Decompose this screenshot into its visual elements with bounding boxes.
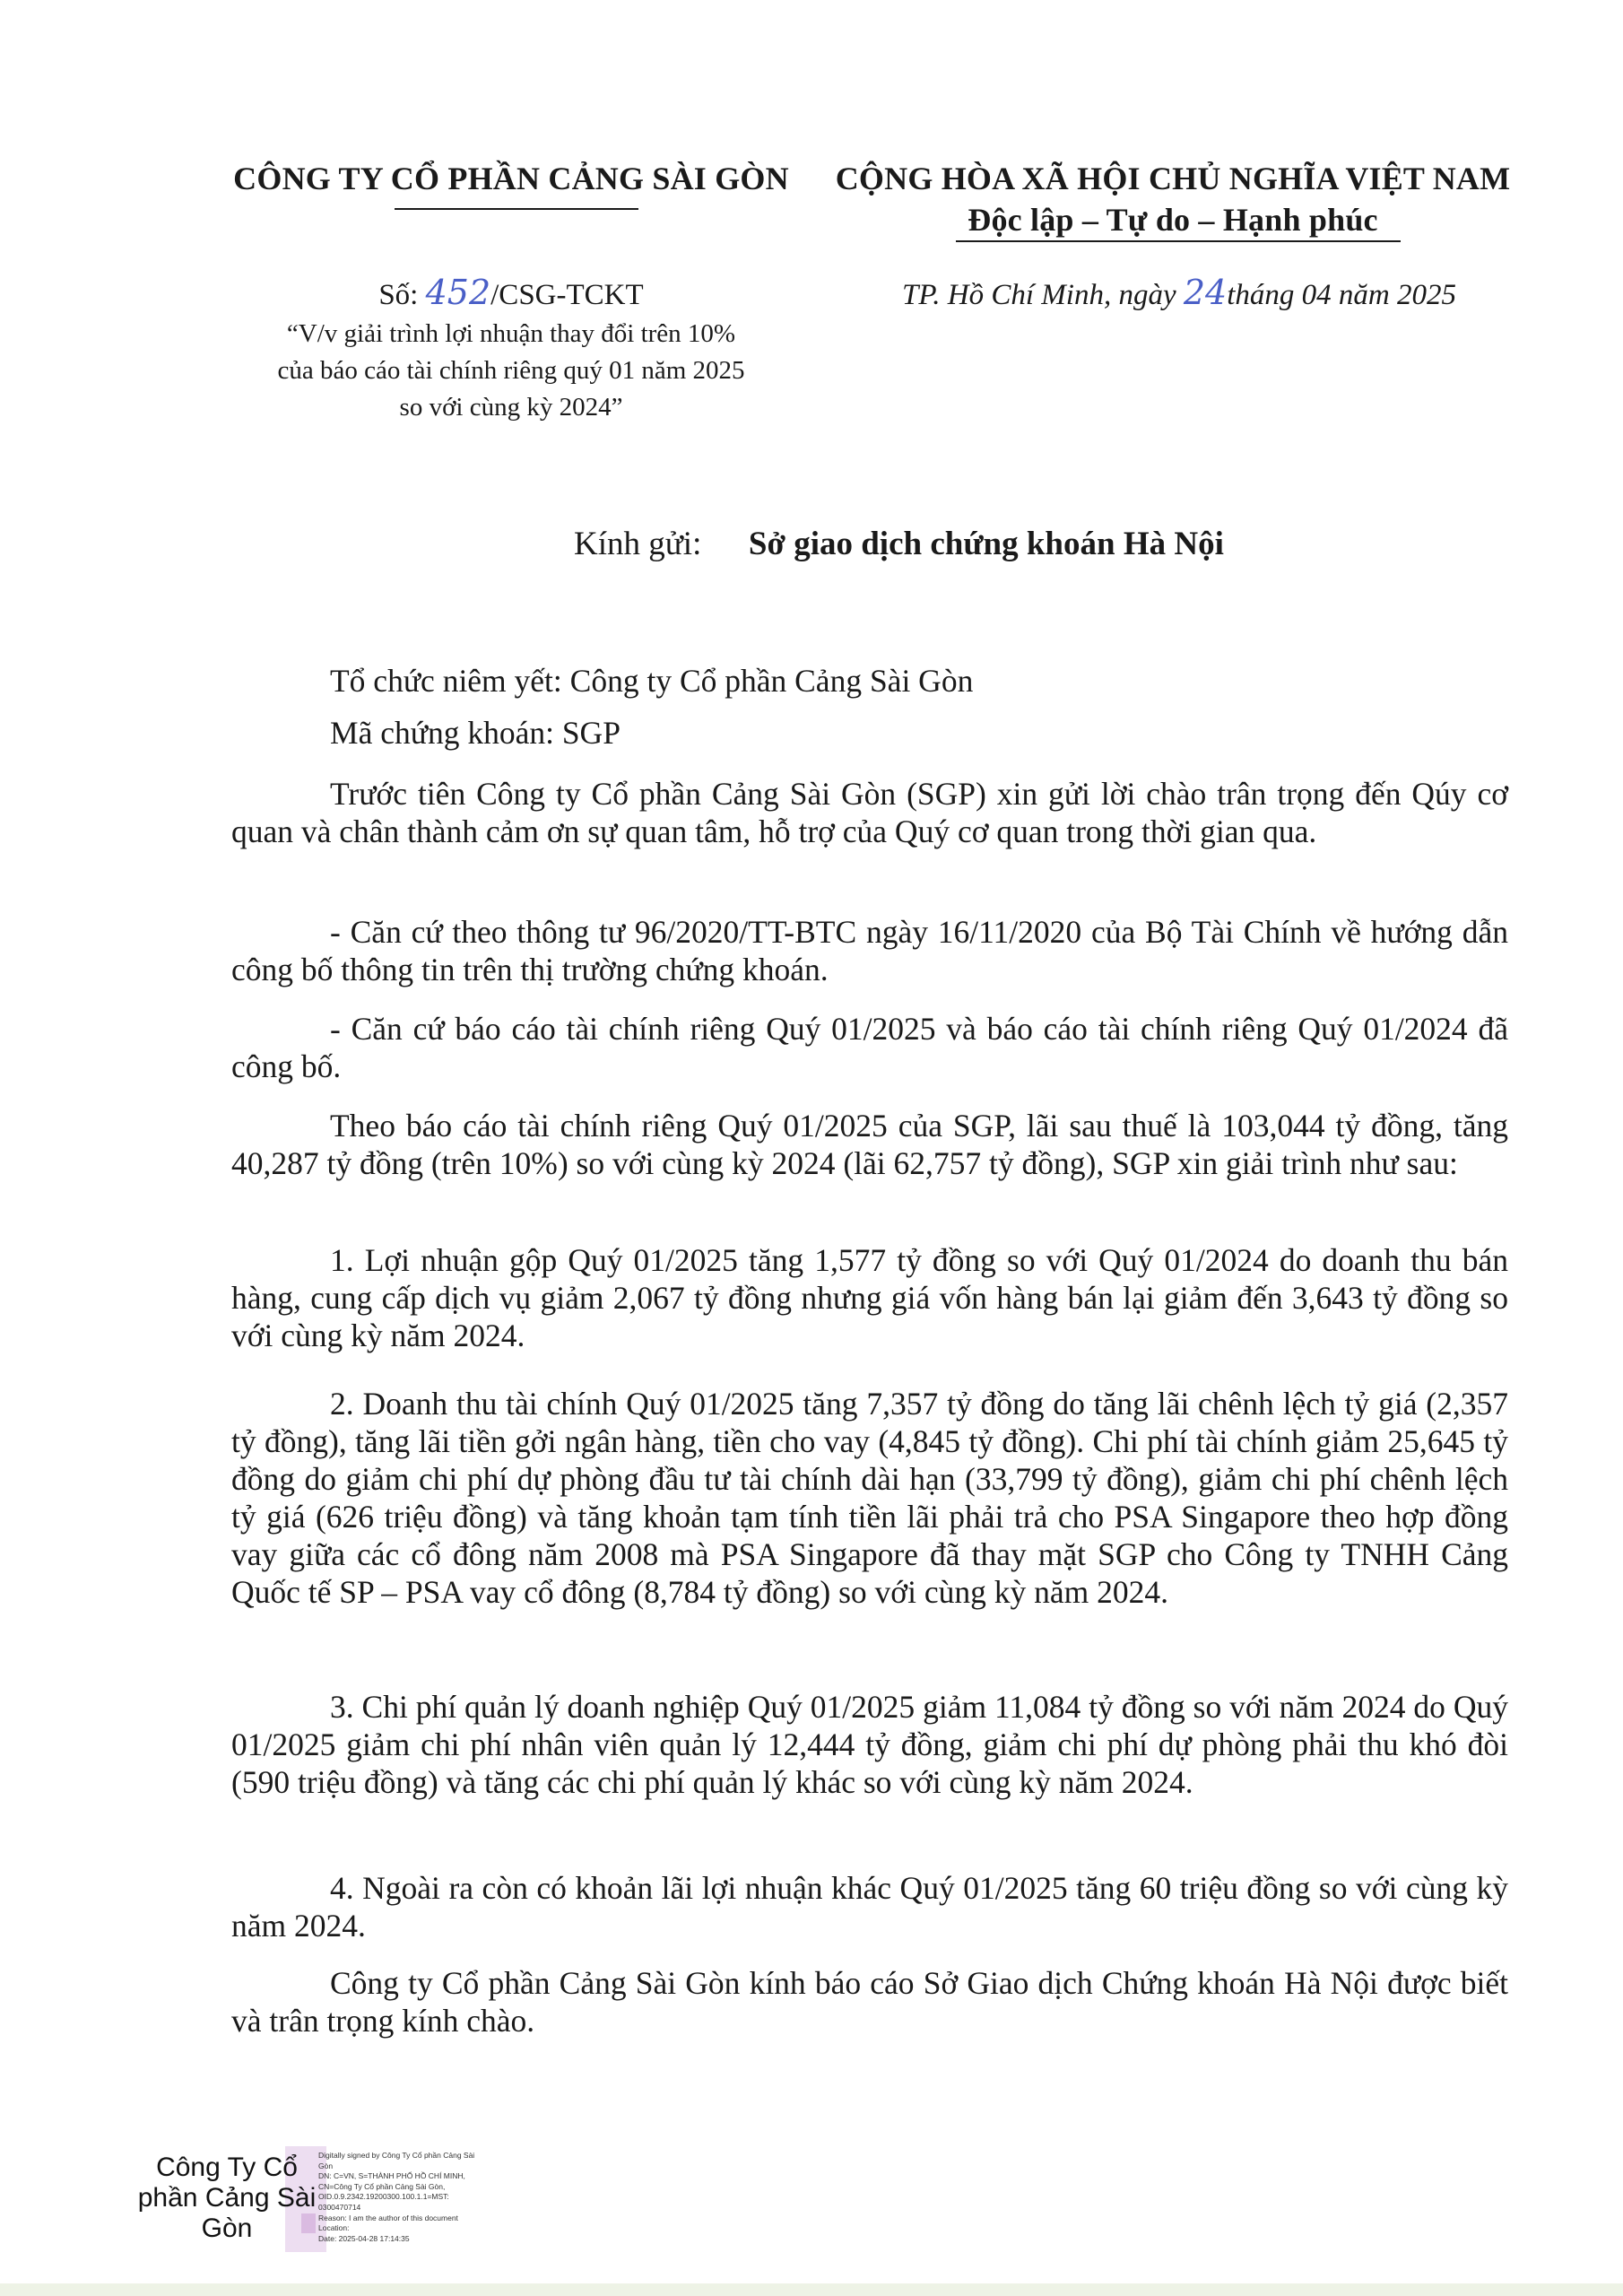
closing-paragraph: Công ty Cổ phần Cảng Sài Gòn kính báo cáo Sở Giao dịch Chứng khoán Hà Nội được biết và trân trọng kính chào. bbox=[231, 1965, 1508, 2039]
signature-detail-line: DN: C=VN, S=THÀNH PHỐ HỒ CHÍ MINH, bbox=[318, 2171, 465, 2181]
national-motto: Độc lập – Tự do – Hạnh phúc bbox=[968, 202, 1378, 238]
signature-detail-line: Gòn bbox=[318, 2161, 334, 2170]
signer-name bbox=[124, 2152, 330, 2244]
legal-basis-1: - Căn cứ theo thông tư 96/2020/TT-BTC ngày 16/11/2020 của Bộ Tài Chính về hướng dẫn công bố thông tin trên thị trường chứng khoán. bbox=[231, 914, 1508, 987]
company-underline bbox=[395, 208, 638, 210]
greeting-paragraph: Trước tiên Công ty Cổ phần Cảng Sài Gòn (SGP) xin gửi lời chào trân trọng đến Qúy cơ quan và chân thành cảm ơn sự quan tâm, hỗ trợ của Quý cơ quan trong thời gian qua. bbox=[231, 776, 1508, 849]
date-day-handwritten: 24 bbox=[1183, 273, 1228, 312]
signature-detail-line: OID.0.9.2342.19200300.100.1.1=MST: bbox=[318, 2192, 449, 2202]
listed-organization: Tổ chức niêm yết: Công ty Cổ phần Cảng Sài Gòn bbox=[330, 663, 974, 699]
signature-detail-line: 0300470714 bbox=[318, 2202, 361, 2212]
signer-name-line: Gòn bbox=[201, 2213, 253, 2243]
signature-detail-line: CN=Công Ty Cổ phần Cảng Sài Gòn, bbox=[318, 2181, 446, 2191]
intro-paragraph: Theo báo cáo tài chính riêng Quý 01/2025 của SGP, lãi sau thuế là 103,044 tỷ đồng, tăng 40,287 tỷ đồng (trên 10%) so với cùng kỳ 2024 (lãi 62,757 tỷ đồng), SGP xin giải trình như sau: bbox=[231, 1108, 1508, 1181]
recipient-line bbox=[574, 524, 1471, 565]
signature-details bbox=[318, 2151, 498, 2244]
signature-detail-line: Location: bbox=[318, 2223, 350, 2233]
explanation-point-4: 4. Ngoài ra còn có khoản lãi lợi nhuận khác Quý 01/2025 tăng 60 triệu đồng so với cùng kỳ năm 2024. bbox=[231, 1870, 1508, 1944]
subject-line: “V/v giải trình lợi nhuận thay đổi trên 10% bbox=[286, 319, 736, 348]
signer-name-line: Công Ty Cổ bbox=[156, 2152, 298, 2182]
doc-no-handwritten: 452 bbox=[425, 273, 491, 312]
explanation-point-1: 1. Lợi nhuận gộp Quý 01/2025 tăng 1,577 tỷ đồng so với Quý 01/2024 do doanh thu bán hàng, cung cấp dịch vụ giảm 2,067 tỷ đồng nhưng giá vốn hàng bán lại giảm đến 3,643 tỷ đồng so với cùng kỳ năm 2024. bbox=[231, 1242, 1508, 1353]
recipient-label: Kính gửi: bbox=[574, 526, 702, 562]
place-date-prefix: TP. Hồ Chí Minh, ngày bbox=[902, 279, 1184, 311]
doc-no-prefix: Số: bbox=[378, 279, 426, 311]
recipient-name: Sở giao dịch chứng khoán Hà Nội bbox=[748, 526, 1224, 562]
place-date bbox=[834, 274, 1524, 313]
signer-name-line: phần Cảng Sài bbox=[137, 2183, 317, 2213]
motto-underline bbox=[956, 240, 1401, 242]
signature-detail-line: Reason: I am the author of this document bbox=[318, 2213, 458, 2222]
scan-edge bbox=[0, 2283, 1623, 2296]
signature-detail-line: Digitally signed by Công Ty Cổ phần Cảng Sài bbox=[318, 2151, 475, 2160]
signature-detail-line: Date: 2025-04-28 17:14:35 bbox=[318, 2233, 410, 2243]
legal-basis-2: - Căn cứ báo cáo tài chính riêng Quý 01/2025 và báo cáo tài chính riêng Quý 01/2024 đã công bố. bbox=[231, 1011, 1508, 1084]
explanation-point-3: 3. Chi phí quản lý doanh nghiệp Quý 01/2025 giảm 11,084 tỷ đồng so với năm 2024 do Quý 01/2025 giảm chi phí nhân viên quản lý 12,444 tỷ đồng, giảm chi phí dự phòng phải thu khó đòi (590 triệu đồng) và tăng các chi phí quản lý khác so với cùng kỳ năm 2024. bbox=[231, 1689, 1508, 1800]
document-number bbox=[215, 274, 807, 313]
national-title: CỘNG HÒA XÃ HỘI CHỦ NGHĨA VIỆT NAM bbox=[835, 161, 1511, 196]
subject-line: của báo cáo tài chính riêng quý 01 năm 2025 bbox=[277, 356, 745, 385]
place-date-suffix: tháng 04 năm 2025 bbox=[1227, 279, 1456, 311]
explanation-point-2: 2. Doanh thu tài chính Quý 01/2025 tăng 7,357 tỷ đồng do tăng lãi chênh lệch tỷ giá (2,357 tỷ đồng), tăng lãi tiền gởi ngân hàng, tiền cho vay (4,845 tỷ đồng). Chi phí tài chính giảm 25,645 tỷ đồng do giảm chi phí dự phòng đầu tư tài chính dài hạn (33,799 tỷ đồng), giảm chi phí chênh lệch tỷ giá (626 triệu đồng) và tăng khoản tạm tính tiền lãi phải trả cho PSA Singapore theo hợp đồng vay giữa các cổ đông năm 2008 mà PSA Singapore đã thay mặt SGP cho Công ty TNHH Cảng Quốc tế SP – PSA vay cổ đông (8,784 tỷ đồng) so với cùng kỳ năm 2024. bbox=[231, 1386, 1508, 1610]
stock-ticker: Mã chứng khoán: SGP bbox=[330, 715, 621, 751]
company-name: CÔNG TY CỔ PHẦN CẢNG SÀI GÒN bbox=[233, 161, 789, 196]
doc-no-suffix: /CSG-TCKT bbox=[490, 279, 644, 311]
subject-line: so với cùng kỳ 2024” bbox=[399, 393, 623, 422]
subject-block bbox=[215, 316, 807, 426]
